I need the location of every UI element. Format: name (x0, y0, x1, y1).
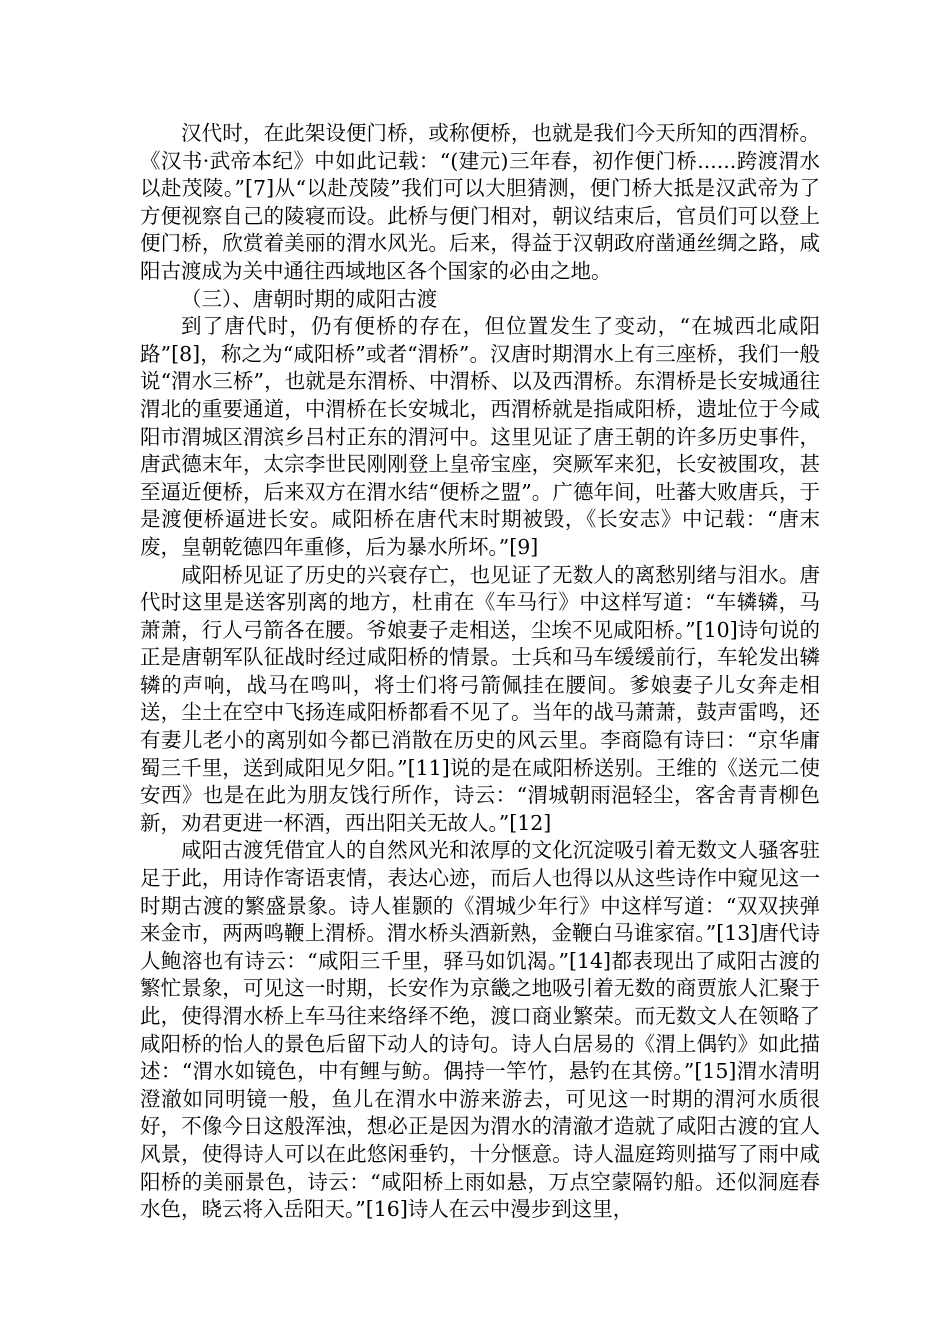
paragraph-farewell: 咸阳桥见证了历史的兴衰存亡，也见证了无数人的离愁别绪与泪水。唐代时这里是送客别离的地方，杜甫在《车马行》中这样写道：“车辚辚，马萧萧，行人弓箭各在腰。爷娘妻子走相送，尘埃不见咸阳桥。”[10]诗句说的正是唐朝军队征战时经过咸阳桥的情景。士兵和马车缓缓前行，车轮发出辚辚的声响，战马在鸣叫，将士们将弓箭佩挂在腰间。爹娘妻子儿女奔走相送，尘土在空中飞扬连咸阳桥都看不见了。当年的战马萧萧，鼓声雷鸣，还有妻儿老小的离别如今都已消散在历史的风云里。李商隐有诗曰：“京华庸蜀三千里，送到咸阳见夕阳。”[11]说的是在咸阳桥送别。王维的《送元二使安西》也是在此为朋友饯行所作，诗云：“渭城朝雨浥轻尘，客舍青青柳色新，劝君更进一杯酒，西出阳关无故人。”[12] (140, 562, 820, 835)
paragraph-tang-bridge: 到了唐代时，仍有便桥的存在，但位置发生了变动，“在城西北咸阳路”[8]，称之为“咸阳桥”或者“渭桥”。汉唐时期渭水上有三座桥，我们一般说“渭水三桥”，也就是东渭桥、中渭桥、以及西渭桥。东渭桥是长安城通往渭北的重要通道，中渭桥在长安城北，西渭桥就是指咸阳桥，遗址位于今咸阳市渭城区渭滨乡吕村正东的渭河中。这里见证了唐王朝的许多历史事件，唐武德末年，太宗李世民刚刚登上皇帝宝座，突厥军来犯，长安被围攻，甚至逼近便桥，后来双方在渭水结“便桥之盟”。广德年间，吐蕃大败唐兵，于是渡便桥逼进长安。咸阳桥在唐代末时期被毁，《长安志》中记载：“唐末废，皇朝乾德四年重修，后为暴水所坏。”[9] (140, 314, 820, 559)
section-heading: （三）、唐朝时期的咸阳古渡 (181, 286, 438, 311)
paragraph-han-bridge: 汉代时，在此架设便门桥，或称便桥，也就是我们今天所知的西渭桥。《汉书·武帝本纪》中如此记载：“(建元)三年春，初作便门桥......跨渡渭水以赴茂陵。”[7]从“以赴茂陵”我们可以大胆猜测，便门桥大抵是汉武帝为了方便视察自己的陵寝而设。此桥与便门相对，朝议结束后，官员们可以登上便门桥，欣赏着美丽的渭水风光。后来，得益于汉朝政府凿通丝绸之路，咸阳古渡成为关中通往西域地区各个国家的必由之地。 (140, 121, 820, 283)
paragraph-poets: 咸阳古渡凭借宜人的自然风光和浓厚的文化沉淀吸引着无数文人骚客驻足于此，用诗作寄语衷情，表达心迹，而后人也得以从这些诗作中窥见这一时期古渡的繁盛景象。诗人崔颢的《渭城少年行》中这样写道：“双双挟弹来金市，两两鸣鞭上渭桥。渭水桥头酒新熟，金鞭白马谁家宿。”[13]唐代诗人鲍溶也有诗云：“咸阳三千里，驿马如饥渴。”[14]都表现出了咸阳古渡的繁忙景象，可见这一时期，长安作为京畿之地吸引着无数的商贾旅人汇聚于此，使得渭水桥上车马往来络绎不绝，渡口商业繁荣。而无数文人在领略了咸阳桥的怡人的景色后留下动人的诗句。诗人白居易的《渭上偶钓》如此描述：“渭水如镜色，中有鲤与鲂。偶持一竿竹，悬钓在其傍。”[15]渭水清明澄澈如同明镜一般，鱼儿在渭水中游来游去，可见这一时期的渭河水质很好，不像今日这般浑浊，想必正是因为渭水的清澈才造就了咸阳古渡的宜人风景，使得诗人可以在此悠闲垂钓，十分惬意。诗人温庭筠则描写了雨中咸阳桥的美丽景色，诗云：“咸阳桥上雨如悬，万点空蒙隔钓船。还似洞庭春水色，晓云将入岳阳天。”[16]诗人在云中漫步到这里， (140, 838, 820, 1222)
document-body (140, 120, 820, 1224)
